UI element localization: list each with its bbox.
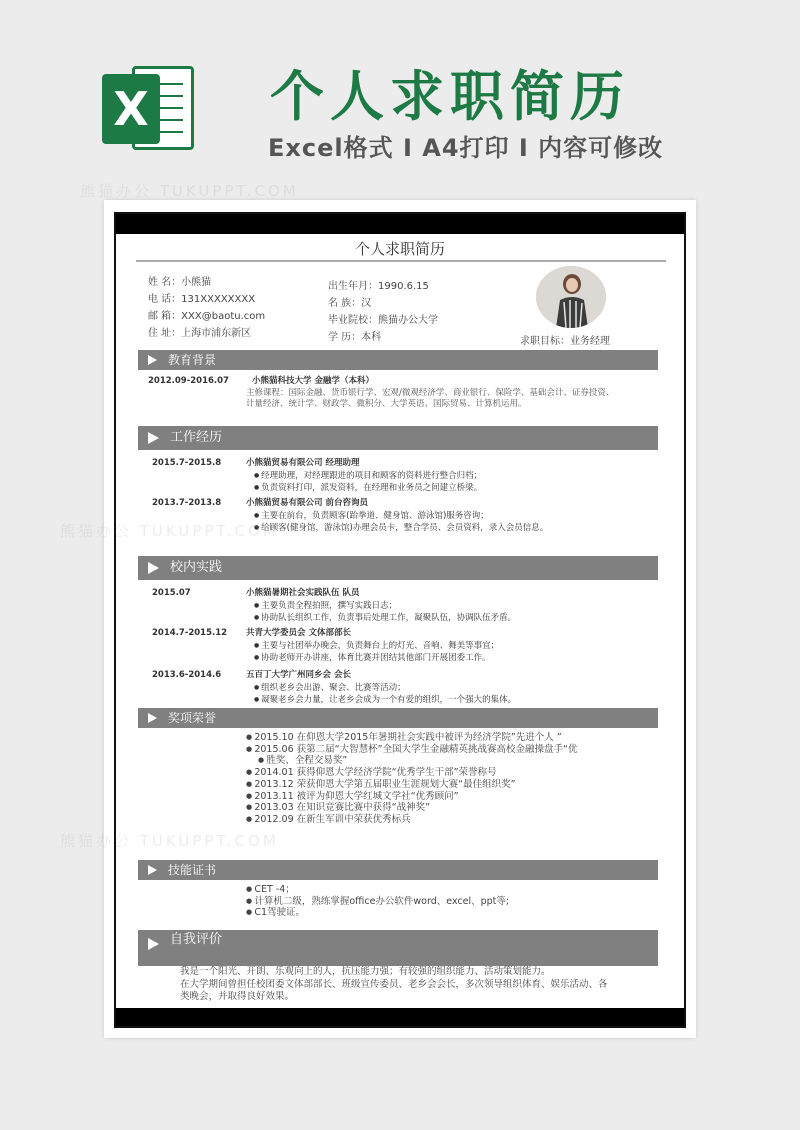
section-campus	[138, 556, 658, 580]
section-self-label: 自我评价	[170, 932, 223, 947]
list-item: ● 2012.09 在新生军训中荣获优秀标兵	[246, 814, 646, 826]
entry-list	[246, 470, 646, 495]
info-phone: 电 话：131XXXXXXXX	[148, 294, 256, 305]
section-education-label: 教育背景	[168, 353, 217, 367]
list-item: ● 主要与社团举办晚会，负责舞台上的灯光、音响、舞美等事宜；	[254, 640, 646, 653]
title-divider	[136, 260, 666, 262]
triangle-right-icon	[148, 713, 157, 723]
watermark: 熊猫办公	[60, 522, 133, 540]
info-ethnicity: 名 族：汉	[328, 298, 372, 309]
section-skills	[138, 860, 658, 880]
resume-frame	[114, 212, 686, 1028]
banner-title: 个人求职简历	[270, 65, 630, 128]
job-goal: 求职目标：业务经理	[520, 336, 610, 347]
list-item: ● CET -4；	[246, 884, 646, 896]
list-item: ● 计算机二级，熟练掌握office办公软件word、excel、ppt等;	[246, 896, 646, 908]
section-awards	[138, 708, 658, 728]
entry-body	[246, 376, 646, 411]
list-item: ● 给顾客(健身馆，游泳馆)办理会员卡，整合学员、会员资料，录入会员信息。	[254, 522, 646, 535]
entry-date: 2014.7-2015.12	[152, 628, 228, 638]
list-item: ● 2013.12 荣获仰恩大学第五届职业生涯规划大赛“最佳组织奖”	[246, 779, 646, 791]
triangle-right-icon	[148, 865, 157, 875]
section-work-label: 工作经历	[170, 430, 223, 445]
triangle-right-icon	[148, 432, 159, 444]
entry-date: 2013.6-2014.6	[152, 670, 222, 680]
list-item: ● 凝聚老乡会力量，让老乡会成为一个有爱的组织，一个强大的集体。	[254, 694, 646, 707]
bottom-black-bar	[116, 1008, 684, 1026]
entry-line: 主修课程：国际金融、货币银行学、宏观/微观经济学、商业银行、保险学、基础会计、证券投资、	[246, 387, 615, 398]
entry-head: 小熊猫贸易有限公司 前台咨询员	[246, 498, 368, 508]
resume-paper	[104, 200, 696, 1038]
entry-date: 2015.7-2015.8	[152, 458, 222, 468]
list-item: ● 协助队长组织工作，负责事后处理工作，凝聚队伍，协调队伍矛盾。	[254, 612, 646, 625]
triangle-right-icon	[148, 562, 159, 574]
eval-line: 我是一个阳光、开朗、乐观向上的人，抗压能力强；有较强的组织能力、活动策划能力。	[180, 966, 551, 977]
entry-date: 2015.07	[152, 588, 191, 598]
entry-date: 2013.7-2013.8	[152, 498, 222, 508]
list-item: ● 负责资料打印，派发资料，在经理和业务员之间建立桥梁。	[254, 482, 646, 495]
top-black-bar	[116, 214, 684, 234]
entry-list	[246, 682, 646, 707]
eval-line: 在大学期间曾担任校团委文体部部长、班级宣传委员、老乡会会长，多次领导组织体育、娱乐活动、各	[180, 978, 608, 990]
list-item: ● 2015.10 在仰恩大学2015年暑期社会实践中被评为经济学院”先进个人 ”	[246, 732, 646, 744]
entry-date: 2012.09-2016.07	[148, 376, 229, 386]
awards-list	[246, 732, 646, 826]
info-email: 邮 箱：XXX@baotu.com	[148, 311, 266, 322]
entry-list	[246, 600, 646, 625]
list-item: ● 经理助理，对经理跟进的项目和顾客的资料进行整合归档；	[254, 470, 646, 483]
info-mid	[328, 278, 518, 346]
person-photo-icon	[536, 266, 606, 328]
excel-x-badge: X	[102, 74, 160, 144]
triangle-right-icon	[148, 355, 157, 365]
entry-line: 计量经济、统计学、财政学、微积分、大学英语、国际贸易、计算机运用。	[246, 399, 527, 409]
entry-body	[246, 588, 646, 625]
entry-list	[246, 510, 646, 535]
section-awards-label: 奖项荣誉	[168, 711, 217, 725]
resume-title: 个人求职简历	[354, 240, 445, 258]
banner	[0, 0, 800, 190]
section-self	[138, 930, 658, 966]
entry-body	[246, 670, 646, 707]
entry-list	[246, 640, 646, 665]
section-campus-label: 校内实践	[170, 560, 223, 575]
entry-head: 共青大学委员会 文体部部长	[246, 628, 351, 638]
info-left	[148, 274, 328, 342]
list-item: ● 协助老师开办讲座，体育比赛并团结其他部门开展团委工作。	[254, 652, 646, 665]
list-item-continued	[246, 755, 646, 767]
entry-head: 小熊猫贸易有限公司 经理助理	[246, 458, 360, 468]
list-item: ● 2013.03 在知识竞赛比赛中获得“战神奖”	[246, 802, 646, 814]
section-education	[138, 350, 658, 370]
profile-photo	[536, 266, 606, 328]
info-name: 姓 名：小熊猫	[148, 277, 212, 288]
eval-line: 类晚会，并取得良好效果。	[180, 991, 295, 1002]
list-item: ● 主要负责全程拍照，撰写实践日志；	[254, 600, 646, 613]
continued-text: 胜奖、全程交易奖”	[266, 755, 348, 767]
list-item: ● 主要在前台，负责顾客(跆拳道、健身馆、游泳馆)服务咨询；	[254, 510, 646, 523]
list-item: ● C1驾驶证。	[246, 907, 646, 919]
list-item: ● 2013.11 被评为仰恩大学红城文学社“优秀顾问”	[246, 791, 646, 803]
info-birth: 出生年月：1990.6.15	[328, 281, 429, 292]
entry-body	[246, 498, 646, 535]
list-item: ● 组织老乡会出游、聚会、比赛等活动；	[254, 682, 646, 695]
info-school: 毕业院校：熊猫办公大学	[328, 315, 438, 326]
watermark: 熊猫办公 TUKUPPT.COM	[80, 182, 299, 200]
section-work	[138, 426, 658, 450]
info-address: 住 址：上海市浦东新区	[148, 328, 252, 339]
entry-body	[246, 458, 646, 495]
skills-list	[246, 884, 646, 919]
entry-head: 小熊猫暑期社会实践队伍 队员	[246, 588, 360, 598]
excel-logo-icon	[102, 60, 198, 156]
list-item: ● 2014.01 获得仰恩大学经济学院“优秀学生干部”荣誉称号	[246, 767, 646, 779]
triangle-right-icon	[148, 938, 159, 950]
self-evaluation	[180, 966, 660, 1004]
banner-subtitle: Excel格式 Ⅰ A4打印 Ⅰ 内容可修改	[268, 134, 664, 162]
list-item: ● 2015.06 获第二届“大智慧杯”全国大学生金融精英挑战赛高校金融操盘手“优	[246, 744, 646, 756]
entry-head: 小熊猫科技大学 金融学（本科）	[252, 376, 374, 386]
section-skills-label: 技能证书	[168, 863, 217, 877]
info-degree: 学 历：本科	[328, 332, 382, 343]
entry-body	[246, 628, 646, 665]
entry-head: 五百丁大学广州同乡会 会长	[246, 670, 351, 680]
watermark: 熊猫办公	[60, 832, 133, 850]
